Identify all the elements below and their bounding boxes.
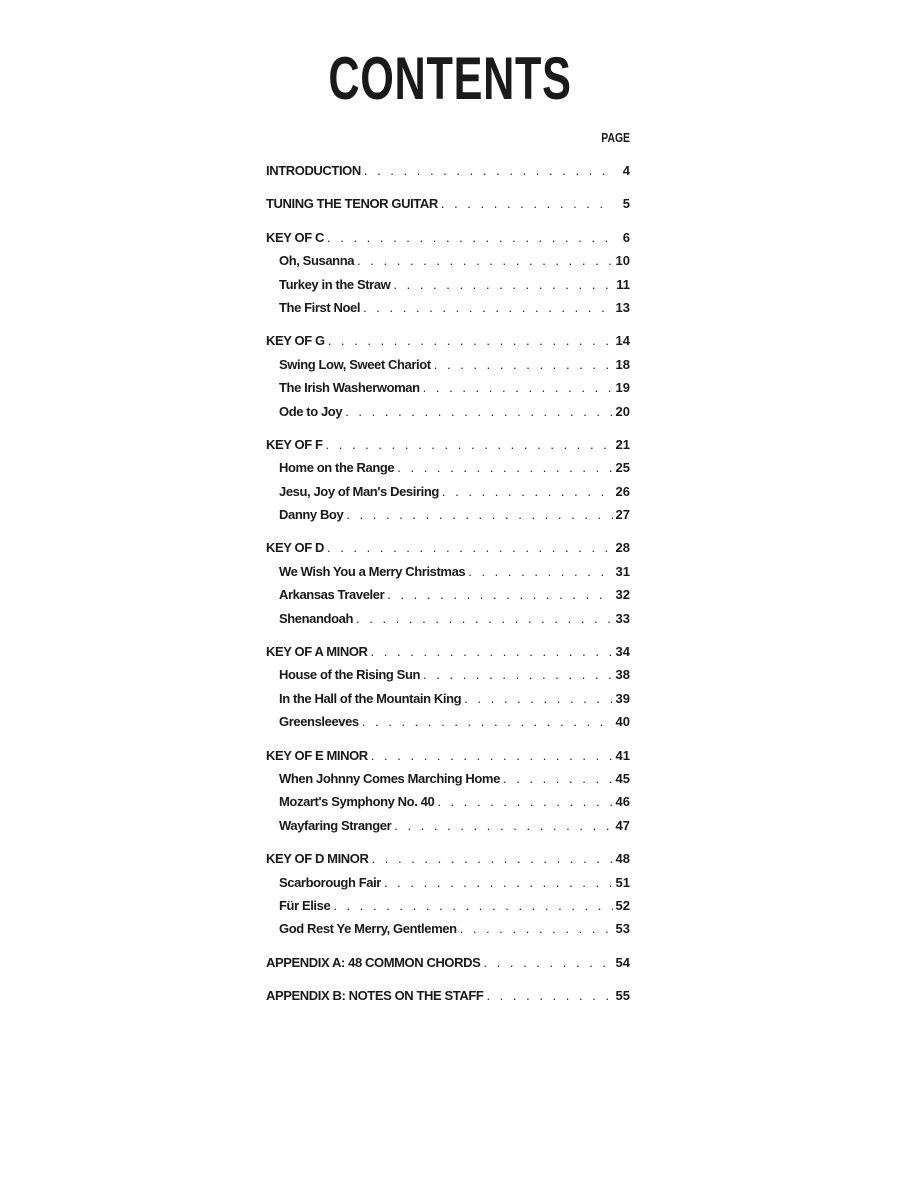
toc-entry-title: KEY OF F <box>266 436 323 452</box>
toc-entry[interactable] <box>266 460 630 483</box>
toc-entry-page-number: 45 <box>615 770 630 786</box>
dot-leader <box>486 988 612 1003</box>
toc-entry-page-number: 31 <box>615 563 630 579</box>
toc-entry[interactable] <box>266 794 630 817</box>
dot-leader <box>327 540 613 555</box>
toc-entry-page-number: 55 <box>615 988 630 1004</box>
toc-entry-title: When Johnny Comes Marching Home <box>279 770 500 786</box>
toc-entry-title: Home on the Range <box>279 460 395 476</box>
toc-entry-page-number: 39 <box>615 690 630 706</box>
toc-section <box>266 333 630 427</box>
toc-entry-title: Arkansas Traveler <box>279 587 385 603</box>
toc-entry-title: KEY OF E MINOR <box>266 747 368 763</box>
dot-leader <box>441 196 613 211</box>
toc-entry-title: The Irish Washerwoman <box>279 380 420 396</box>
toc-entry[interactable] <box>266 300 630 323</box>
toc-section <box>266 230 630 324</box>
dot-leader <box>327 230 613 245</box>
dot-leader <box>397 460 612 475</box>
toc-entry-page-number: 11 <box>616 276 630 292</box>
toc-entry[interactable] <box>266 818 630 841</box>
toc-entry-page-number: 34 <box>615 644 630 660</box>
dot-leader <box>356 611 613 626</box>
toc-entry-title: INTRODUCTION <box>266 163 361 178</box>
toc-entry-title: KEY OF C <box>266 229 324 245</box>
dot-leader <box>328 333 613 348</box>
toc-section-entry[interactable] <box>266 748 630 771</box>
dot-leader <box>346 507 612 522</box>
toc-entry-page-number: 13 <box>615 299 630 315</box>
dot-leader <box>503 771 613 786</box>
toc-entry-title: KEY OF D <box>266 540 324 556</box>
toc-section <box>266 196 630 219</box>
toc-entry-title: KEY OF A MINOR <box>266 644 368 660</box>
toc-entry-title: The First Noel <box>279 299 361 315</box>
dot-leader <box>333 898 612 913</box>
toc-entry-title: Oh, Susanna <box>279 253 355 269</box>
toc-entry-title: APPENDIX B: NOTES ON THE STAFF <box>266 988 484 1004</box>
toc-entry-page-number: 10 <box>615 253 630 269</box>
toc-entry[interactable] <box>266 921 630 944</box>
table-of-contents <box>266 163 630 1022</box>
toc-entry-page-number: 6 <box>622 229 630 245</box>
toc-entry[interactable] <box>266 404 630 427</box>
toc-entry-page-number: 33 <box>615 610 630 626</box>
dot-leader <box>371 748 613 763</box>
dot-leader <box>394 818 612 833</box>
toc-entry[interactable] <box>266 277 630 300</box>
dot-leader <box>372 851 613 866</box>
toc-entry-page-number: 32 <box>615 587 630 603</box>
toc-entry-title: God Rest Ye Merry, Gentlemen <box>279 921 457 937</box>
toc-entry[interactable] <box>266 771 630 794</box>
toc-section <box>266 748 630 842</box>
toc-entry-page-number: 38 <box>615 667 630 683</box>
toc-entry-page-number: 47 <box>615 817 630 833</box>
dot-leader <box>434 357 613 372</box>
page-column-header: PAGE <box>601 130 630 145</box>
toc-entry-title: Greensleeves <box>279 714 359 730</box>
toc-section-entry[interactable] <box>266 437 630 460</box>
toc-section-entry[interactable] <box>266 955 630 978</box>
toc-entry[interactable] <box>266 587 630 610</box>
toc-section-entry[interactable] <box>266 230 630 253</box>
toc-section <box>266 540 630 634</box>
toc-entry-title: Danny Boy <box>279 507 344 523</box>
dot-leader <box>387 587 612 602</box>
toc-entry[interactable] <box>266 691 630 714</box>
dot-leader <box>468 564 612 579</box>
toc-entry-title: In the Hall of the Mountain King <box>279 690 462 706</box>
toc-entry-page-number: 26 <box>615 483 630 499</box>
dot-leader <box>437 794 612 809</box>
toc-entry-page-number: 18 <box>615 356 630 372</box>
toc-entry-page-number: 19 <box>615 380 630 396</box>
dot-leader <box>362 714 613 729</box>
toc-entry-title: TUNING THE TENOR GUITAR <box>266 196 438 212</box>
toc-entry-page-number: 40 <box>615 714 630 730</box>
toc-entry-title: Turkey in the Straw <box>279 276 391 292</box>
toc-entry[interactable] <box>266 898 630 921</box>
page-title: CONTENTS <box>328 45 572 112</box>
toc-entry-title: We Wish You a Merry Christmas <box>279 563 466 579</box>
toc-section-entry[interactable] <box>266 333 630 356</box>
toc-section-entry[interactable] <box>266 196 630 219</box>
dot-leader <box>363 300 612 315</box>
toc-entry-page-number: 53 <box>615 921 630 937</box>
toc-entry-title: Mozart's Symphony No. 40 <box>279 794 435 810</box>
toc-entry[interactable] <box>266 714 630 737</box>
toc-entry[interactable] <box>266 611 630 634</box>
toc-entry[interactable] <box>266 484 630 507</box>
dot-leader <box>371 644 613 659</box>
dot-leader <box>384 875 613 890</box>
toc-entry-page-number: 52 <box>615 897 630 913</box>
toc-entry-title: Swing Low, Sweet Chariot <box>279 356 431 372</box>
dot-leader <box>460 921 613 936</box>
toc-entry-page-number: 51 <box>615 874 630 890</box>
dot-leader <box>483 955 612 970</box>
toc-section-entry[interactable] <box>266 644 630 667</box>
toc-entry-title: Für Elise <box>279 897 331 913</box>
toc-entry-title: Scarborough Fair <box>279 874 381 890</box>
dot-leader <box>345 404 612 419</box>
toc-entry-page-number: 54 <box>615 954 630 970</box>
toc-entry-title: Shenandoah <box>279 610 354 626</box>
toc-entry[interactable] <box>266 357 630 380</box>
toc-entry-page-number: 4 <box>622 163 630 178</box>
toc-entry-page-number: 41 <box>615 747 630 763</box>
toc-entry-page-number: 20 <box>615 403 630 419</box>
toc-section <box>266 851 630 945</box>
toc-section <box>266 988 630 1011</box>
toc-entry-page-number: 48 <box>615 851 630 867</box>
dot-leader <box>423 667 613 682</box>
dot-leader <box>464 691 612 706</box>
toc-section-entry[interactable] <box>266 988 630 1011</box>
toc-section-entry[interactable] <box>266 540 630 563</box>
toc-entry-title: KEY OF D MINOR <box>266 851 369 867</box>
toc-entry[interactable] <box>266 875 630 898</box>
toc-section <box>266 437 630 531</box>
toc-entry[interactable] <box>266 667 630 690</box>
toc-section-entry[interactable] <box>266 163 630 186</box>
toc-entry[interactable] <box>266 507 630 530</box>
toc-section-entry[interactable] <box>266 851 630 874</box>
toc-entry-title: Wayfaring Stranger <box>279 817 392 833</box>
toc-entry[interactable] <box>266 380 630 403</box>
toc-section <box>266 644 630 738</box>
toc-section <box>266 955 630 978</box>
toc-entry-page-number: 27 <box>615 507 630 523</box>
toc-entry-page-number: 14 <box>615 333 630 349</box>
toc-entry-page-number: 21 <box>615 436 630 452</box>
dot-leader <box>357 253 612 268</box>
dot-leader <box>326 437 613 452</box>
dot-leader <box>423 380 613 395</box>
toc-entry-page-number: 46 <box>615 794 630 810</box>
toc-entry[interactable] <box>266 253 630 276</box>
toc-entry-title: KEY OF G <box>266 333 325 349</box>
dot-leader <box>393 277 613 292</box>
toc-entry-page-number: 28 <box>615 540 630 556</box>
toc-entry[interactable] <box>266 564 630 587</box>
dot-leader <box>364 163 613 178</box>
dot-leader <box>442 484 613 499</box>
toc-entry-title: Jesu, Joy of Man's Desiring <box>279 483 439 499</box>
toc-entry-page-number: 25 <box>615 460 630 476</box>
toc-entry-page-number: 5 <box>622 196 630 212</box>
toc-entry-title: Ode to Joy <box>279 403 343 419</box>
toc-entry-title: House of the Rising Sun <box>279 667 421 683</box>
toc-section <box>266 163 630 186</box>
toc-entry-title: APPENDIX A: 48 COMMON CHORDS <box>266 954 481 970</box>
